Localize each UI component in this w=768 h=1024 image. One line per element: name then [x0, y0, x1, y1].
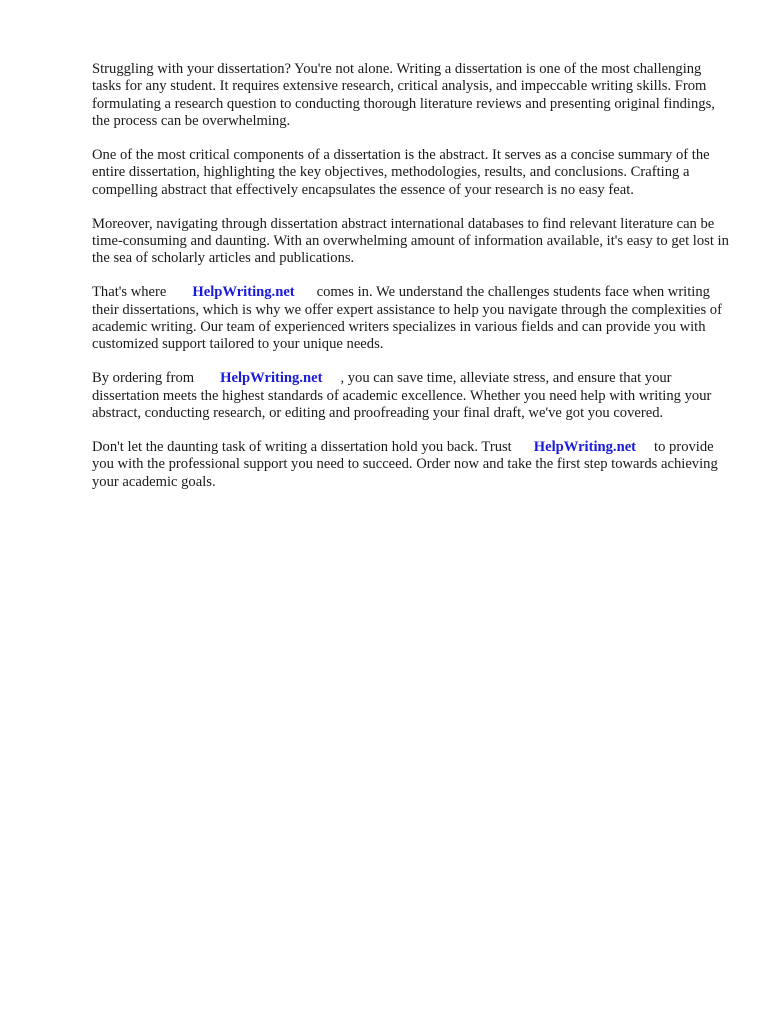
helpwriting-link[interactable]: HelpWriting.net: [533, 438, 637, 455]
paragraph-helpwriting-intro: [92, 284, 732, 354]
paragraph-text: , you can save time, alleviate stress, and ensure that your dissertation meets the highest standards of academic excellence. Whether you need help with writing your abstract, conducting research, or editing and proofreading your final draft, we've got you covered.: [92, 370, 712, 422]
paragraph-closing: [92, 439, 732, 491]
paragraph-text: to provide you with the professional support you need to succeed. Order now and take the first step towards achieving your academic goals.: [92, 438, 718, 490]
paragraph-ordering: [92, 370, 732, 422]
helpwriting-link[interactable]: HelpWriting.net: [192, 284, 295, 301]
paragraph-text: comes in. We understand the challenges students face when writing their dissertations, which is why we offer expert assistance to help you navigate through the complexities of academic writing. Our team of experienced writers specializes in various fields and can provide you with customized support tailored to your unique needs.: [92, 284, 722, 353]
paragraph-text: That's where: [92, 284, 167, 301]
paragraph-databases: Moreover, navigating through dissertation abstract international databases to find relevant literature can be time-consuming and daunting. With an overwhelming amount of information available, it's easy to get lost in the sea of scholarly articles and publications.: [92, 215, 729, 267]
paragraph-text: By ordering from: [92, 370, 195, 387]
helpwriting-link[interactable]: HelpWriting.net: [220, 370, 323, 387]
paragraph-abstract: One of the most critical components of a dissertation is the abstract. It serves as a concise summary of the entire dissertation, highlighting the key objectives, methodologies, results, and conclusions. Crafting a compelling abstract that effectively encapsulates the essence of your research is no easy feat.: [92, 147, 710, 198]
paragraph-text: Don't let the daunting task of writing a dissertation hold you back. Trust: [92, 438, 512, 455]
paragraph-intro: Struggling with your dissertation? You're not alone. Writing a dissertation is one of the most challenging tasks for any student. It requires extensive research, critical analysis, and impeccable writing skills. From formulating a research question to conducting thorough literature reviews and presenting original findings, the process can be overwhelming.: [92, 61, 715, 130]
document-body: [92, 61, 732, 507]
